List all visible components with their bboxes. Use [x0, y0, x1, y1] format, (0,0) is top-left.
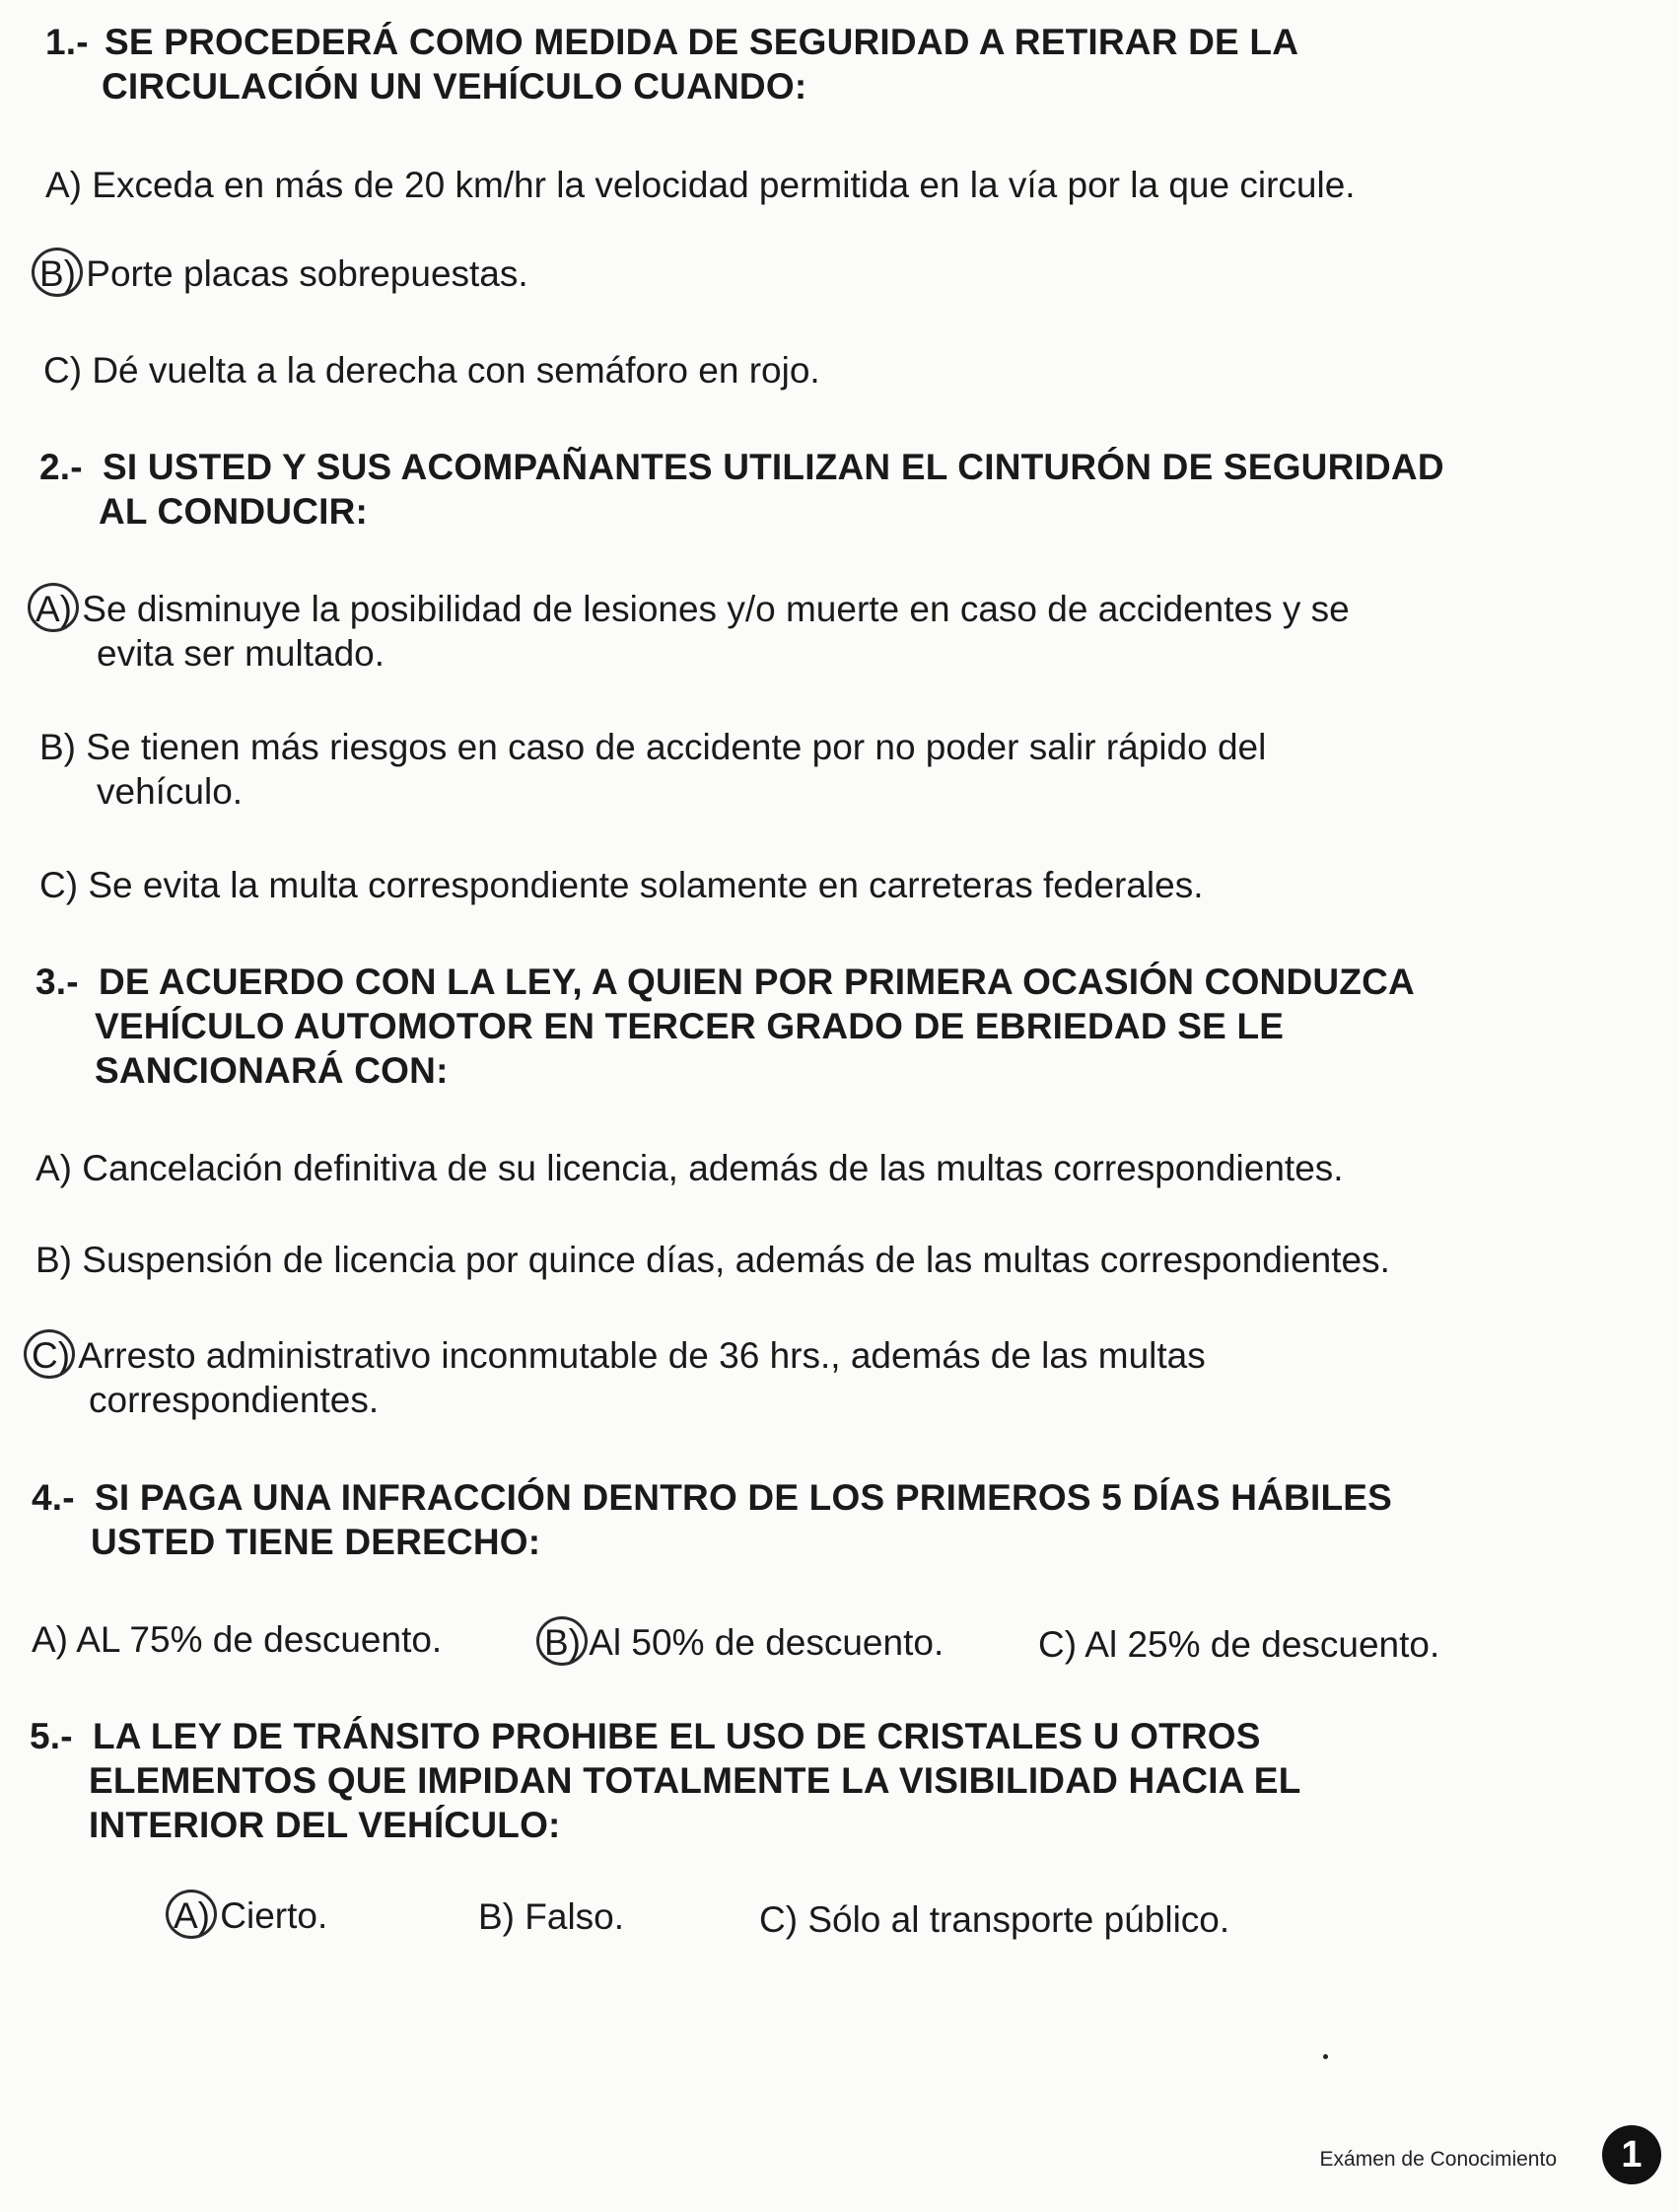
question-title-line: SI USTED Y SUS ACOMPAÑANTES UTILIZAN EL CINTURÓN DE SEGURIDAD	[103, 447, 1444, 487]
option-letter-circled: B)	[39, 253, 76, 294]
option-text: Al 25% de descuento.	[1084, 1624, 1440, 1665]
question-1-option-a[interactable]	[45, 163, 1356, 207]
question-title-line: INTERIOR DEL VEHÍCULO:	[89, 1805, 561, 1845]
option-text: Al 50% de descuento.	[589, 1622, 944, 1663]
option-text: AL 75% de descuento.	[76, 1619, 443, 1660]
option-letter: C)	[759, 1899, 799, 1940]
question-title-line: CIRCULACIÓN UN VEHÍCULO CUANDO:	[102, 66, 807, 107]
question-title-line: LA LEY DE TRÁNSITO PROHIBE EL USO DE CRISTALES U OTROS	[93, 1716, 1261, 1756]
option-text: Cancelación definitiva de su licencia, además de las multas correspondientes.	[82, 1148, 1344, 1188]
question-title-line: SI PAGA UNA INFRACCIÓN DENTRO DE LOS PRIMEROS 5 DÍAS HÁBILES	[95, 1477, 1392, 1518]
question-5-option-c[interactable]	[759, 1897, 1229, 1942]
question-1-title	[45, 20, 1298, 108]
question-5-title	[30, 1714, 1301, 1847]
question-3-option-b[interactable]	[35, 1238, 1390, 1282]
question-4-title	[32, 1475, 1392, 1564]
question-title-line: DE ACUERDO CON LA LEY, A QUIEN POR PRIMERA OCASIÓN CONDUZCA	[99, 962, 1415, 1002]
option-text: Dé vuelta a la derecha con semáforo en rojo.	[92, 350, 820, 391]
question-1-option-c[interactable]	[43, 348, 820, 392]
option-letter: A)	[45, 165, 82, 205]
question-number: 5.-	[30, 1716, 73, 1756]
option-text-continued: evita ser multado.	[97, 633, 385, 674]
question-title-line: AL CONDUCIR:	[99, 491, 369, 532]
option-letter: C)	[39, 865, 79, 905]
option-letter: C)	[43, 350, 83, 391]
option-letter-circled: C)	[32, 1335, 71, 1376]
question-title-line: VEHÍCULO AUTOMOTOR EN TERCER GRADO DE EBRIEDAD SE LE	[95, 1006, 1285, 1046]
option-letter-circled: A)	[35, 589, 72, 629]
footer-label: Exámen de Conocimiento	[1319, 2148, 1557, 2171]
question-4-option-c[interactable]	[1038, 1622, 1439, 1667]
option-letter-circled: B)	[544, 1622, 581, 1663]
question-2-option-a[interactable]	[35, 587, 1350, 676]
question-4-option-b[interactable]	[544, 1620, 944, 1665]
option-text: Arresto administrativo inconmutable de 36 hrs., además de las multas	[78, 1335, 1206, 1376]
option-text: Suspensión de licencia por quince días, además de las multas correspondientes.	[82, 1240, 1390, 1280]
option-letter: C)	[1038, 1624, 1078, 1665]
question-5-option-b[interactable]	[478, 1894, 624, 1939]
option-text: Se disminuye la posibilidad de lesiones y/o muerte en caso de accidentes y se	[82, 589, 1350, 629]
option-text-continued: vehículo.	[97, 771, 244, 812]
question-number: 2.-	[39, 447, 83, 487]
option-text: Porte placas sobrepuestas.	[86, 253, 528, 294]
stray-dot	[1323, 2054, 1328, 2059]
option-text-continued: correspondientes.	[89, 1380, 380, 1420]
question-title-line: USTED TIENE DERECHO:	[91, 1522, 541, 1562]
page-number-badge: 1	[1602, 2125, 1661, 2184]
question-1-option-b[interactable]	[39, 251, 528, 296]
option-letter: A)	[32, 1619, 68, 1660]
option-letter: B)	[35, 1240, 72, 1280]
question-3-option-a[interactable]	[35, 1146, 1344, 1190]
question-2-option-b[interactable]	[39, 725, 1266, 814]
option-letter: B)	[39, 727, 76, 767]
question-number: 1.-	[45, 22, 89, 62]
option-text: Falso.	[525, 1896, 625, 1937]
question-4-option-a[interactable]	[32, 1617, 442, 1662]
question-title-line: SANCIONARÁ CON:	[95, 1050, 449, 1091]
option-text: Sólo al transporte público.	[807, 1899, 1230, 1940]
option-text: Exceda en más de 20 km/hr la velocidad permitida en la vía por la que circule.	[92, 165, 1356, 205]
option-text: Cierto.	[220, 1895, 328, 1936]
question-title-line: SE PROCEDERÁ COMO MEDIDA DE SEGURIDAD A RETIRAR DE LA	[105, 22, 1299, 62]
option-letter-circled: A)	[174, 1895, 210, 1936]
option-text: Se evita la multa correspondiente solamente en carreteras federales.	[88, 865, 1204, 905]
option-text: Se tienen más riesgos en caso de accidente por no poder salir rápido del	[86, 727, 1267, 767]
question-title-line: ELEMENTOS QUE IMPIDAN TOTALMENTE LA VISIBILIDAD HACIA EL	[89, 1760, 1301, 1801]
option-letter: B)	[478, 1896, 515, 1937]
question-2-title	[39, 445, 1444, 534]
option-letter: A)	[35, 1148, 72, 1188]
question-number: 4.-	[32, 1477, 75, 1518]
question-number: 3.-	[35, 962, 79, 1002]
question-3-option-c[interactable]	[32, 1333, 1206, 1422]
question-2-option-c[interactable]	[39, 863, 1204, 907]
question-5-option-a[interactable]	[174, 1893, 327, 1938]
question-3-title	[35, 960, 1415, 1093]
